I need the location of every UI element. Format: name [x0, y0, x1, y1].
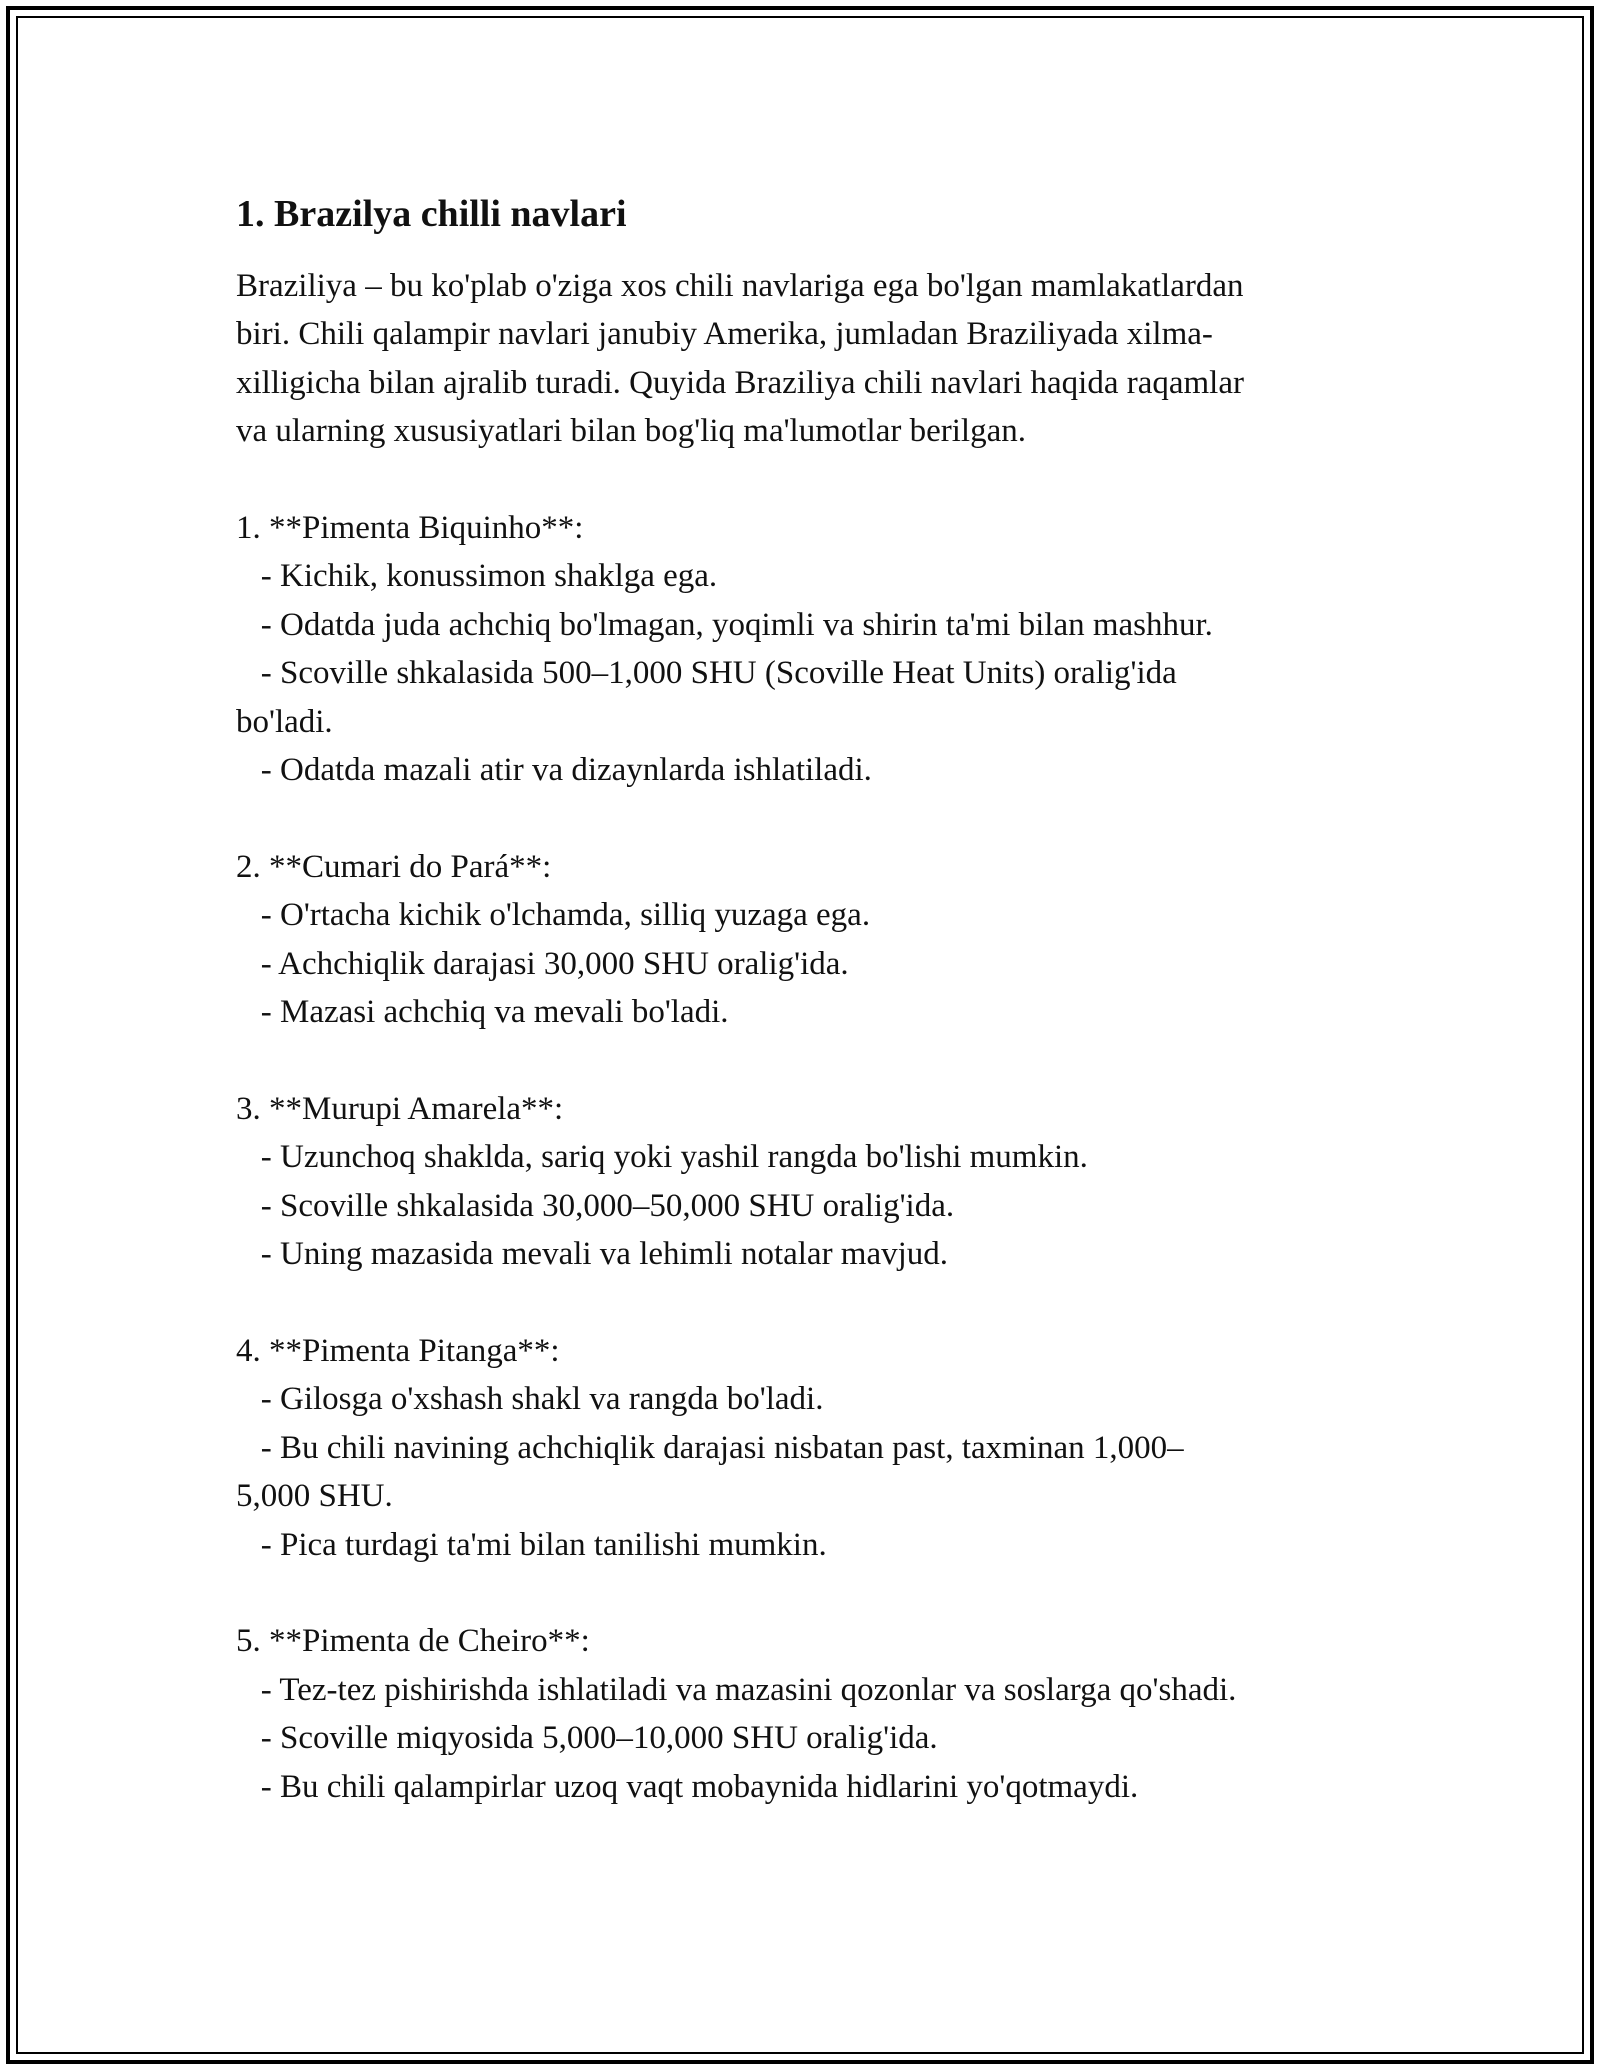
text-line: - Scoville shkalasida 30,000–50,000 SHU oralig'ida. — [236, 1187, 955, 1224]
blank-line — [236, 1569, 1386, 1617]
text-line: bo'ladi. — [236, 703, 333, 740]
text-line: - Mazasi achchiq va mevali bo'ladi. — [236, 994, 729, 1031]
blank-line — [236, 456, 1386, 504]
text-line: - Bu chili qalampirlar uzoq vaqt mobaynida hidlarini yo'qotmaydi. — [236, 1768, 1139, 1805]
text-line: - Achchiqlik darajasi 30,000 SHU oralig'ida. — [236, 945, 849, 982]
text-line: - Uning mazasida mevali va lehimli notalar mavjud. — [236, 1236, 949, 1273]
text-line: - Odatda juda achchiq bo'lmagan, yoqimli va shirin ta'mi bilan mashhur. — [236, 606, 1213, 643]
text-line: 5,000 SHU. — [236, 1478, 393, 1515]
text-line: - Pica turdagi ta'mi bilan tanilishi mumkin. — [236, 1526, 827, 1563]
text-line: - Uzunchoq shaklda, sariq yoki yashil rangda bo'lishi mumkin. — [236, 1139, 1088, 1176]
blank-line — [236, 1278, 1386, 1326]
document-body — [236, 186, 1386, 1811]
text-line: - Tez-tez pishirishda ishlatiladi va mazasini qozonlar va soslarga qo'shadi. — [236, 1671, 1237, 1708]
text-line: 5. **Pimenta de Cheiro**: — [236, 1623, 590, 1660]
blank-line — [236, 1036, 1386, 1084]
text-line: 4. **Pimenta Pitanga**: — [236, 1332, 560, 1369]
text-line: Braziliya – bu ko'plab o'ziga xos chili navlariga ega bo'lgan mamlakatlardan — [236, 268, 1244, 304]
text-line: 1. **Pimenta Biquinho**: — [236, 510, 584, 547]
text-line: - Kichik, konussimon shaklga ega. — [236, 558, 718, 595]
text-line: va ularning xususiyatlari bilan bog'liq ma'lumotlar berilgan. — [236, 413, 1026, 450]
text-line: - Scoville miqyosida 5,000–10,000 SHU oralig'ida. — [236, 1720, 938, 1757]
text-line: 2. **Cumari do Pará**: — [236, 848, 552, 885]
text-line: - Scoville shkalasida 500–1,000 SHU (Scoville Heat Units) oralig'ida — [236, 655, 1177, 692]
document-text — [236, 262, 1386, 1811]
text-line: - Gilosga o'xshash shakl va rangda bo'ladi. — [236, 1381, 824, 1418]
document-heading: 1. Brazilya chilli navlari — [236, 193, 627, 235]
blank-line — [236, 794, 1386, 842]
text-line: biri. Chili qalampir navlari janubiy Amerika, jumladan Braziliyada xilma- — [236, 316, 1213, 353]
text-line: - Bu chili navining achchiqlik darajasi nisbatan past, taxminan 1,000– — [236, 1429, 1184, 1466]
text-line: 3. **Murupi Amarela**: — [236, 1090, 564, 1127]
text-line: - Odatda mazali atir va dizaynlarda ishlatiladi. — [236, 752, 872, 789]
text-line: xilligicha bilan ajralib turadi. Quyida Braziliya chili navlari haqida raqamlar — [236, 364, 1244, 401]
text-line: - O'rtacha kichik o'lchamda, silliq yuzaga ega. — [236, 897, 871, 934]
